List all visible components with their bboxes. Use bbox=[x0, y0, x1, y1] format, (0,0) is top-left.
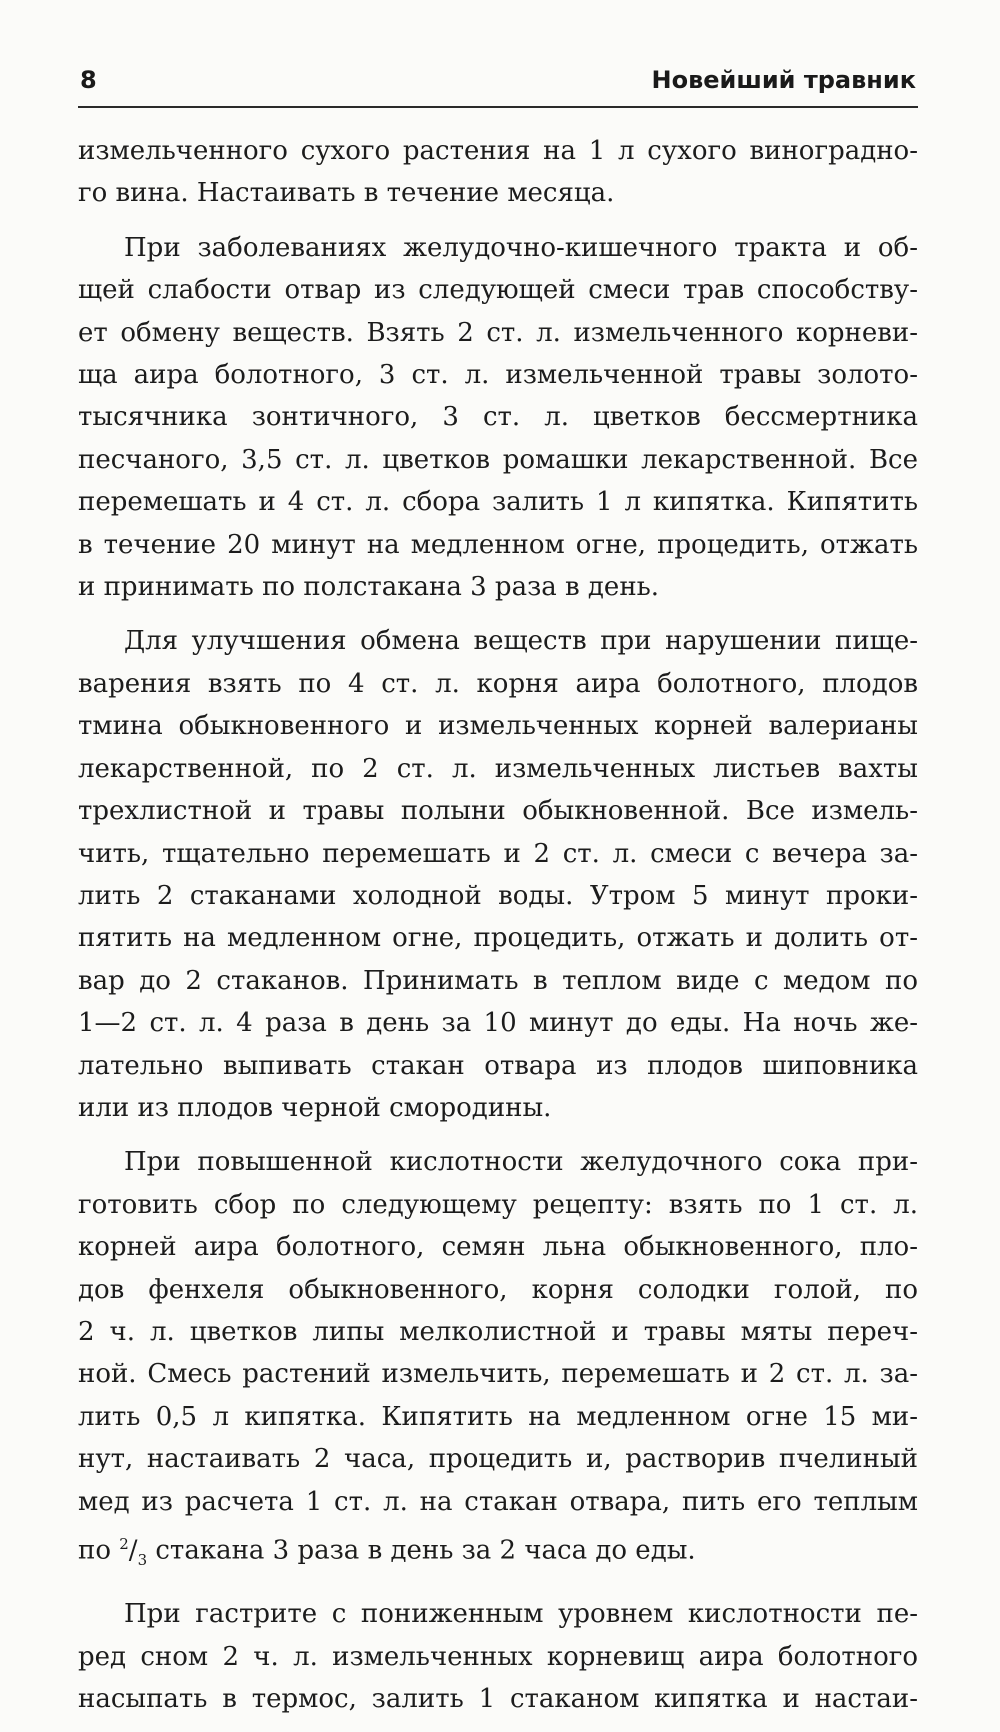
running-title: Новейший травник bbox=[651, 66, 916, 94]
text-line: насыпать в термос, залить 1 стаканом кипятка и настаи- bbox=[78, 1684, 918, 1715]
text-line: корней аира болотного, семян льна обыкновенного, пло- bbox=[78, 1232, 918, 1263]
text-line: измельченного сухого растения на 1 л сухого виноградно- bbox=[78, 136, 918, 166]
text-line: лательно выпивать стакан отвара из плодов шиповника bbox=[78, 1050, 918, 1081]
text-line: ред сном 2 ч. л. измельченных корневищ аира болотного bbox=[78, 1641, 918, 1672]
paragraph bbox=[78, 227, 918, 609]
text-line: и принимать по полстакана 3 раза в день. bbox=[78, 572, 660, 603]
body-text bbox=[78, 130, 918, 1720]
fraction-suffix: стакана 3 раза в день за 2 часа до еды. bbox=[147, 1535, 696, 1566]
fraction-denominator: 3 bbox=[137, 1550, 148, 1569]
text-line: ет обмену веществ. Взять 2 ст. л. измельченного корневи- bbox=[78, 317, 918, 348]
text-line: го вина. Настаивать в течение месяца. bbox=[78, 178, 615, 209]
paragraph bbox=[78, 1593, 918, 1720]
text-line: При повышенной кислотности желудочного сока при- bbox=[124, 1147, 918, 1178]
fraction-numerator: 2 bbox=[119, 1535, 129, 1553]
text-line: перемешать и 4 ст. л. сбора залить 1 л кипятка. Кипятить bbox=[78, 487, 918, 518]
paragraph bbox=[78, 130, 918, 215]
text-line: ща аира болотного, 3 ст. л. измельченной травы золото- bbox=[78, 360, 918, 391]
text-line: дов фенхеля обыкновенного, корня солодки голой, по bbox=[78, 1274, 918, 1305]
text-line: варения взять по 4 ст. л. корня аира болотного, плодов bbox=[78, 668, 918, 699]
text-line: 2 ч. л. цветков липы мелколистной и травы мяты переч- bbox=[78, 1316, 918, 1347]
text-line: 1—2 ст. л. 4 раза в день за 10 минут до еды. На ночь же- bbox=[78, 1008, 918, 1039]
text-line: тысячника зонтичного, 3 ст. л. цветков бессмертника bbox=[78, 402, 918, 433]
paragraph bbox=[78, 620, 918, 1129]
text-line: трехлистной и травы полыни обыкновенной. Все измель- bbox=[78, 796, 918, 827]
page-header bbox=[78, 58, 918, 102]
text-line: песчаного, 3,5 ст. л. цветков ромашки лекарственной. Все bbox=[78, 444, 918, 475]
paragraph bbox=[78, 1141, 918, 1581]
text-line: При заболеваниях желудочно-кишечного тракта и об- bbox=[124, 232, 918, 263]
text-line: или из плодов черной смородины. bbox=[78, 1092, 552, 1123]
page-number: 8 bbox=[80, 66, 97, 94]
text-line: ной. Смесь растений измельчить, перемешать и 2 ст. л. за- bbox=[78, 1359, 918, 1390]
text-line: вар до 2 стаканов. Принимать в теплом виде с медом по bbox=[78, 965, 918, 996]
fraction-prefix: по bbox=[78, 1535, 120, 1566]
fraction-slash: / bbox=[128, 1535, 138, 1566]
text-line: щей слабости отвар из следующей смеси трав способству- bbox=[78, 275, 918, 306]
book-page bbox=[78, 58, 918, 1732]
text-line: лить 0,5 л кипятка. Кипятить на медленном огне 15 ми- bbox=[78, 1401, 918, 1432]
text-line: лекарственной, по 2 ст. л. измельченных листьев вахты bbox=[78, 753, 918, 784]
text-line: Для улучшения обмена веществ при нарушении пище- bbox=[124, 626, 918, 657]
text-line: пятить на медленном огне, процедить, отжать и долить от- bbox=[78, 923, 918, 954]
text-line: тмина обыкновенного и измельченных корней валерианы bbox=[78, 711, 918, 742]
text-line: чить, тщательно перемешать и 2 ст. л. смеси с вечера за- bbox=[78, 838, 918, 869]
text-line: лить 2 стаканами холодной воды. Утром 5 минут проки- bbox=[78, 880, 918, 911]
text-line: в течение 20 минут на медленном огне, процедить, отжать bbox=[78, 529, 918, 560]
text-line: мед из расчета 1 ст. л. на стакан отвара, пить его теплым bbox=[78, 1486, 918, 1517]
text-line: готовить сбор по следующему рецепту: взять по 1 ст. л. bbox=[78, 1189, 918, 1220]
text-line: При гастрите с пониженным уровнем кислотности пе- bbox=[124, 1599, 918, 1630]
text-line: нут, настаивать 2 часа, процедить и, растворив пчелиный bbox=[78, 1444, 918, 1475]
header-rule bbox=[78, 106, 918, 108]
text-line bbox=[78, 1523, 918, 1581]
